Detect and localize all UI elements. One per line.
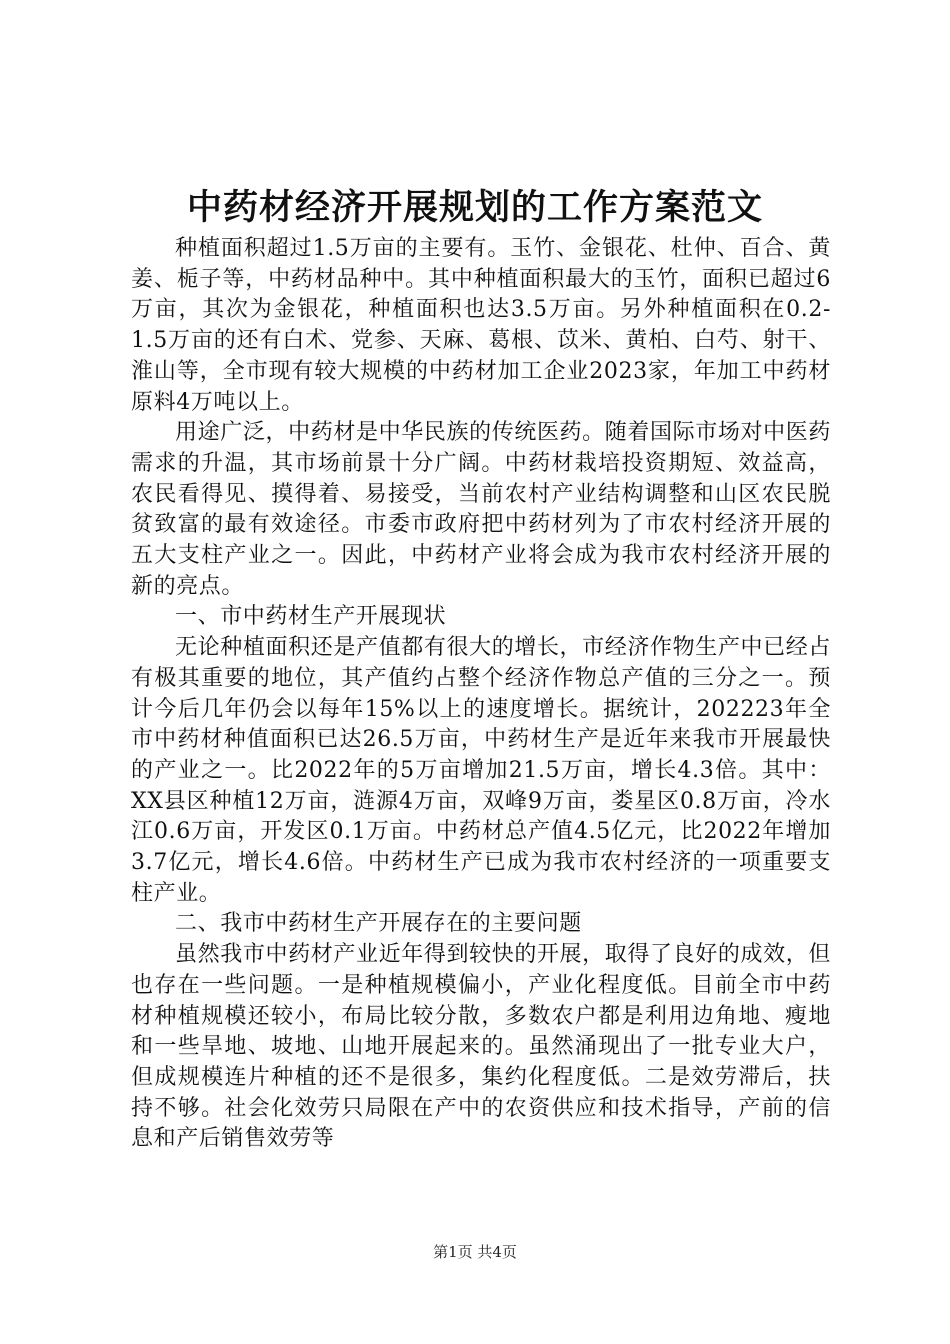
section-heading-problems: 二、我市中药材生产开展存在的主要问题 bbox=[175, 911, 582, 937]
page-footer bbox=[0, 1242, 950, 1262]
document-title: 中药材经济开展规划的工作方案范文 bbox=[186, 187, 763, 228]
page-indicator: 第1页 共4页 bbox=[433, 1243, 517, 1261]
section-heading-status: 一、市中药材生产开展现状 bbox=[175, 604, 447, 630]
paragraph-usage: 用途广泛，中药材是中华民族的传统医药。随着国际市场对中医药需求的升温，其市场前景十分广阔。中药材栽培投资期短、效益高，农民看得见、摸得着、易接受，当前农村产业结构调整和山区农民脱贫致富的最有效途径。市委市政府把中药材列为了市农村经济开展的五大支柱产业之一。因此，中药材产业将会成为我市农村经济开展的新的亮点。 bbox=[131, 420, 831, 599]
paragraph-status: 无论种植面积还是产值都有很大的增长，市经济作物生产中已经占有极其重要的地位，其产值约占整个经济作物总产值的三分之一。预计今后几年仍会以每年15%以上的速度增长。据统计，202223年全市中药材种值面积已达26.5万亩，中药材生产是近年来我市开展最快的产业之一。比2022年的5万亩增加21.5万亩，增长4.3倍。其中：XX县区种植12万亩，涟源4万亩，双峰9万亩，娄星区0.8万亩，冷水江0.6万亩，开发区0.1万亩。中药材总产值4.5亿元，比2022年增加3.7亿元，增长4.6倍。中药材生产已成为我市农村经济的一项重要支柱产业。 bbox=[131, 635, 831, 906]
paragraph-problems: 虽然我市中药材产业近年得到较快的开展，取得了良好的成效，但也存在一些问题。一是种植规模偏小，产业化程度低。目前全市中药材种植规模还较小，布局比较分散，多数农户都是利用边角地、瘦地和一些旱地、坡地、山地开展起来的。虽然涌现出了一批专业大户，但成规模连片种植的还不是很多，集约化程度低。二是效劳滞后，扶持不够。社会化效劳只局限在产中的农资供应和技术指导，产前的信息和产后销售效劳等 bbox=[131, 942, 831, 1152]
paragraph-planting-area: 种植面积超过1.5万亩的主要有。玉竹、金银花、杜仲、百合、黄姜、栀子等，中药材品种中。其中种植面积最大的玉竹，面积已超过6万亩，其次为金银花，种植面积也达3.5万亩。另外种植面积在0.2-1.5万亩的还有白术、党参、天麻、葛根、苡米、黄柏、白芍、射干、淮山等，全市现有较大规模的中药材加工企业2023家，年加工中药材原料4万吨以上。 bbox=[131, 236, 831, 415]
document-body bbox=[131, 234, 831, 1155]
